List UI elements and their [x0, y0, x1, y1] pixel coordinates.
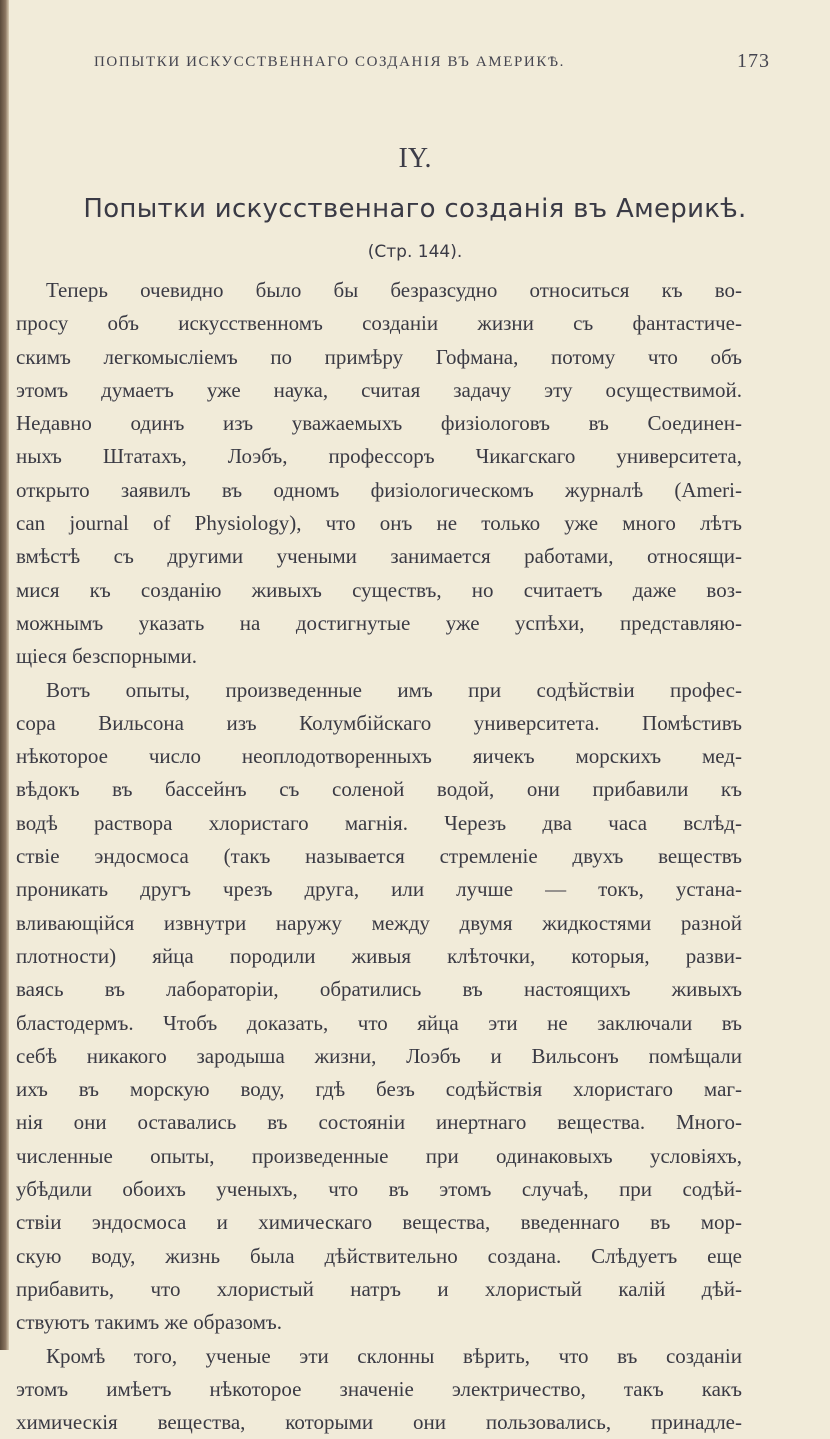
- text-line: убѣдили обоихъ ученыхъ, что въ этомъ случаѣ, при содѣй-: [16, 1177, 742, 1202]
- text-line: Кромѣ того, ученые эти склонны вѣрить, что въ созданіи: [46, 1343, 742, 1368]
- text-line: Теперь очевидно было бы безразсудно относиться къ во-: [46, 278, 742, 302]
- text-line: Вотъ опыты, произведенные имъ при содѣйствіи профес-: [46, 677, 742, 702]
- text-line: химическія вещества, которыми они пользовались, принадле-: [16, 1410, 742, 1435]
- text-line: нія они оставались въ состояніи инертнаго вещества. Много-: [16, 1110, 742, 1135]
- text-line: можнымъ указать на достигнутые уже успѣхи, представляю-: [16, 610, 742, 635]
- chapter-reference: (Стр. 144).: [367, 242, 463, 262]
- text-line: себѣ никакого зародыша жизни, Лоэбъ и Вильсонъ помѣщали: [16, 1043, 742, 1068]
- text-line: водѣ раствора хлористаго магнія. Черезъ два часа вслѣд-: [16, 810, 742, 835]
- page-number: 173: [737, 50, 770, 72]
- text-line: бластодермъ. Чтобъ доказать, что яйца эти не заключали въ: [16, 1010, 742, 1035]
- text-line: вливающійся извнутри наружу между двумя жидкостями разной: [16, 910, 742, 935]
- text-line: ствіи эндосмоса и химическаго вещества, введеннаго въ мор-: [16, 1210, 742, 1235]
- text-line: can journal of Physiology), что онъ не только уже много лѣтъ: [16, 511, 742, 536]
- body-text: [16, 274, 742, 1439]
- text-line: скую воду, жизнь была дѣйствительно создана. Слѣдуетъ еще: [16, 1243, 742, 1268]
- text-line: численные опыты, произведенные при одинаковыхъ условіяхъ,: [16, 1143, 742, 1168]
- text-line: проникать другъ чрезъ друга, или лучше — токъ, устана-: [16, 877, 742, 902]
- text-line: нѣкоторое число неоплодотворенныхъ яичекъ морскихъ мед-: [16, 744, 742, 769]
- running-head: [94, 50, 770, 76]
- text-line: скимъ легкомысліемъ по примѣру Гофмана, потому что объ: [16, 344, 742, 369]
- text-line: открыто заявилъ въ одномъ физіологическомъ журналѣ (Ameri-: [16, 477, 742, 502]
- text-line: вмѣстѣ съ другими учеными занимается работами, относящи-: [16, 544, 742, 569]
- text-line: просу объ искусственномъ созданіи жизни съ фантастиче-: [16, 311, 742, 336]
- text-line: ныхъ Штатахъ, Лоэбъ, профессоръ Чикагскаго университета,: [16, 444, 742, 469]
- text-line: ствуютъ такимъ же образомъ.: [16, 1310, 282, 1335]
- text-line: Недавно одинъ изъ уважаемыхъ физіологовъ въ Соединен-: [16, 411, 742, 436]
- text-line: мися къ созданію живыхъ существъ, но считаетъ даже воз-: [16, 577, 742, 602]
- chapter-number: IY.: [398, 143, 432, 174]
- text-line: ствіе эндосмоса (такъ называется стремленіе двухъ веществъ: [16, 844, 742, 869]
- text-line: ваясь въ лабораторіи, обратились въ настоящихъ живыхъ: [16, 977, 742, 1002]
- text-line: сора Вильсона изъ Колумбійскаго университета. Помѣстивъ: [16, 710, 742, 735]
- text-line: щіеся безспорными.: [16, 644, 198, 669]
- text-line: плотности) яйца породили живыя клѣточки, которыя, разви-: [16, 943, 742, 968]
- text-line: прибавить, что хлористый натръ и хлористый калій дѣй-: [16, 1276, 742, 1301]
- text-line: этомъ думаетъ уже наука, считая задачу эту осуществимой.: [16, 377, 742, 402]
- running-head-title: ПОПЫТКИ ИСКУССТВЕННАГО СОЗДАНІЯ ВЪ АМЕРИКѢ.: [94, 54, 565, 70]
- text-line: вѣдокъ въ бассейнъ съ соленой водой, они прибавили къ: [16, 777, 742, 802]
- text-line: ихъ въ морскую воду, гдѣ безъ содѣйствія хлористаго маг-: [16, 1077, 742, 1102]
- chapter-title: Попытки искусственнаго созданія въ Америкѣ.: [83, 194, 747, 224]
- text-line: этомъ имѣетъ нѣкоторое значеніе электричество, такъ какъ: [16, 1376, 742, 1401]
